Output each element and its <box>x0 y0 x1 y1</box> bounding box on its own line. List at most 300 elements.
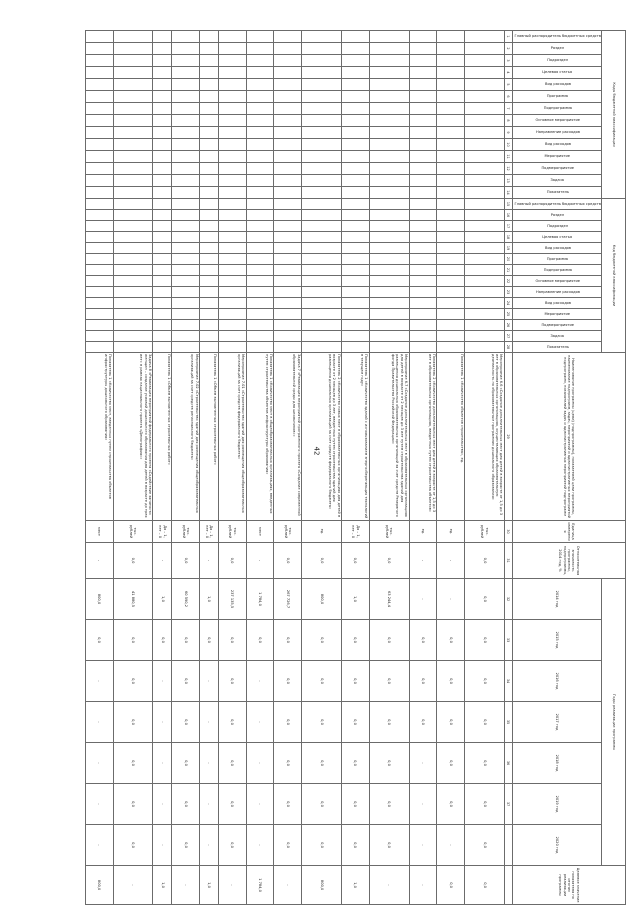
year-value-cell: 0,0 <box>437 620 465 661</box>
code-cell <box>437 265 465 276</box>
code-cell <box>246 210 274 221</box>
code-cell <box>200 79 219 91</box>
code-cell <box>465 31 505 43</box>
code-cell <box>274 210 302 221</box>
code-column-header <box>512 287 602 298</box>
code-cell <box>172 103 200 115</box>
code-cell <box>172 31 200 43</box>
code-cell <box>200 276 219 287</box>
code-cell <box>341 175 369 187</box>
year-value-cell: 0,0 <box>465 702 505 743</box>
code-column-label: Целевая статья <box>542 234 573 239</box>
code-cell <box>113 139 153 151</box>
code-cell <box>437 210 465 221</box>
table-row <box>218 31 246 905</box>
program-table-container <box>96 30 626 903</box>
code-cell <box>409 243 437 254</box>
code-cell <box>113 243 153 254</box>
column-number: 35 <box>504 702 512 743</box>
code-cell <box>274 331 302 342</box>
table-row <box>200 31 219 905</box>
code-cell <box>153 309 172 320</box>
code-cell <box>85 55 113 67</box>
code-column-label: Вид расходов <box>544 142 571 147</box>
year-value-cell: - <box>409 825 437 866</box>
weight-cell: - <box>437 543 465 579</box>
code-cell <box>341 79 369 91</box>
code-cell <box>437 320 465 331</box>
year-value-cell: - <box>85 784 113 825</box>
code-cell <box>200 287 219 298</box>
code-column-header <box>512 276 602 287</box>
weight-cell: 0,0 <box>113 543 153 579</box>
code-cell <box>218 287 246 298</box>
year-value-cell: 0,0 <box>218 743 246 784</box>
code-cell <box>218 309 246 320</box>
weight-cell: 0,0 <box>465 543 505 579</box>
code-cell <box>246 243 274 254</box>
code-cell <box>85 309 113 320</box>
code-cell <box>341 243 369 254</box>
year-column-header: 2015 год <box>512 620 602 661</box>
code-cell <box>218 320 246 331</box>
code-cell <box>113 298 153 309</box>
code-cell <box>172 342 200 353</box>
year-value-cell: 0,0 <box>465 579 505 620</box>
year-value-cell: 267 726,7 <box>274 579 302 620</box>
code-column-header <box>512 221 602 232</box>
code-cell <box>409 232 437 243</box>
code-column-header <box>512 232 602 243</box>
code-cell <box>341 139 369 151</box>
year-value-cell: 0,0 <box>341 702 369 743</box>
column-number: 20 <box>504 254 512 265</box>
final-value-cell: - <box>218 866 246 905</box>
code-cell <box>409 276 437 287</box>
code-cell <box>246 221 274 232</box>
code-cell <box>409 31 437 43</box>
code-column-header <box>512 67 602 79</box>
unit-cell: тыс. рублей <box>218 521 246 543</box>
code-column-header <box>512 243 602 254</box>
unit-cell: мест <box>246 521 274 543</box>
code-cell <box>218 139 246 151</box>
code-cell <box>218 67 246 79</box>
code-column-label: Подпрограмма <box>543 267 572 272</box>
code-cell <box>409 187 437 199</box>
code-cell <box>465 127 505 139</box>
code-cell <box>465 276 505 287</box>
code-cell <box>302 243 342 254</box>
code-cell <box>437 139 465 151</box>
code-cell <box>153 139 172 151</box>
final-value-cell: - <box>369 866 409 905</box>
column-number: 2 <box>504 43 512 55</box>
code-cell <box>85 320 113 331</box>
year-value-cell: - <box>246 825 274 866</box>
years-group-header: Годы реализации программы <box>602 579 626 866</box>
code-cell <box>274 243 302 254</box>
code-cell <box>369 175 409 187</box>
item-name-cell: Показатель 1 «Количество зданий с использованием энергосберегающих технологий в текущем году» <box>341 353 369 521</box>
code-column-header <box>512 175 602 187</box>
code-cell <box>409 298 437 309</box>
year-value-cell: 0,0 <box>218 825 246 866</box>
table-row <box>274 31 302 905</box>
code-cell <box>274 276 302 287</box>
code-cell <box>172 79 200 91</box>
code-column-label: Вид расходов <box>544 82 571 87</box>
code-cell <box>465 163 505 175</box>
code-column-label: Раздел <box>550 46 565 51</box>
code-cell <box>246 67 274 79</box>
column-number: 21 <box>504 265 512 276</box>
code-cell <box>113 309 153 320</box>
code-cell <box>369 127 409 139</box>
unit-cell: тыс. рублей <box>172 521 200 543</box>
code-cell <box>246 298 274 309</box>
code-cell <box>172 243 200 254</box>
year-value-cell: - <box>200 743 219 784</box>
code-cell <box>113 210 153 221</box>
code-cell <box>153 210 172 221</box>
code-cell <box>113 287 153 298</box>
code-cell <box>153 254 172 265</box>
code-cell <box>302 187 342 199</box>
year-value-cell: 0,0 <box>437 661 465 702</box>
year-value-cell: - <box>153 825 172 866</box>
code-cell <box>465 331 505 342</box>
code-cell <box>200 31 219 43</box>
code-cell <box>341 55 369 67</box>
code-cell <box>302 67 342 79</box>
final-value-cell: - <box>172 866 200 905</box>
code-cell <box>369 43 409 55</box>
item-name-cell: Показатель 1 «Количество мест, введенных путем строительства объектов инфраструктуры дошкольного образования» <box>85 353 113 521</box>
column-number: 31 <box>504 543 512 579</box>
code-cell <box>409 127 437 139</box>
code-cell <box>437 79 465 91</box>
code-cell <box>341 210 369 221</box>
code-cell <box>369 79 409 91</box>
code-cell <box>409 265 437 276</box>
code-cell <box>437 243 465 254</box>
code-cell <box>465 243 505 254</box>
year-value-cell: - <box>409 743 437 784</box>
code-cell <box>465 103 505 115</box>
code-cell <box>153 115 172 127</box>
code-cell <box>153 91 172 103</box>
column-number: 12 <box>504 163 512 175</box>
code-cell <box>465 298 505 309</box>
code-cell <box>153 31 172 43</box>
code-cell <box>341 221 369 232</box>
year-value-cell: - <box>200 825 219 866</box>
code-cell <box>274 254 302 265</box>
year-value-cell: 0,0 <box>153 620 172 661</box>
item-name-cell: Задача 7 «Реализация мероприятий программного проекта «Создание современной образовательной среды для школьников»» <box>274 353 302 521</box>
column-number: 24 <box>504 298 512 309</box>
year-value-cell: 0,0 <box>172 661 200 702</box>
unit-cell: мест <box>85 521 113 543</box>
year-column-header: 2014 год <box>512 579 602 620</box>
code-cell <box>85 199 113 210</box>
year-value-cell: 63 244,4 <box>369 579 409 620</box>
code-cell <box>85 91 113 103</box>
code-cell <box>369 221 409 232</box>
code-cell <box>200 342 219 353</box>
year-value-cell: 1 784,0 <box>246 579 274 620</box>
code-cell <box>153 276 172 287</box>
column-number: 8 <box>504 115 512 127</box>
year-value-cell: 0,0 <box>465 784 505 825</box>
code-cell <box>113 103 153 115</box>
code-cell <box>172 115 200 127</box>
code-cell <box>341 298 369 309</box>
code-cell <box>302 320 342 331</box>
column-number: 28 <box>504 342 512 353</box>
code-cell <box>465 55 505 67</box>
unit-cell: Да – 1, нет – 0 <box>200 521 219 543</box>
code-cell <box>85 175 113 187</box>
code-cell <box>274 115 302 127</box>
code-cell <box>437 103 465 115</box>
code-cell <box>369 139 409 151</box>
code-cell <box>246 151 274 163</box>
code-cell <box>465 254 505 265</box>
code-cell <box>218 31 246 43</box>
unit-cell: Да – 1, нет – 0 <box>341 521 369 543</box>
code-cell <box>85 115 113 127</box>
code-cell <box>369 115 409 127</box>
year-value-cell: 0,0 <box>302 743 342 784</box>
code-cell <box>218 232 246 243</box>
year-value-cell: 0,0 <box>172 702 200 743</box>
code-cell <box>341 199 369 210</box>
item-name-cell: Мероприятие 6.6 «Создание дополнительных мест для детей в возрасте от 1,5 до 3 лет в образовательных организациях, осуществляющих образовательную деятельность по образовательным программам дошкольного образования» <box>465 353 505 521</box>
code-cell <box>274 342 302 353</box>
code-cell <box>200 127 219 139</box>
code-cell <box>274 320 302 331</box>
code-cell <box>218 254 246 265</box>
year-value-cell: 0,0 <box>409 702 437 743</box>
code-cell <box>200 221 219 232</box>
year-value-cell: 0,0 <box>172 825 200 866</box>
code-cell <box>341 265 369 276</box>
code-column-label: Показатель <box>546 344 569 349</box>
item-name-cell: Показатель 1 «Количество мест в общеобразовательных организациях, введенных путем строительства объектов инфраструктуры образования» <box>246 353 274 521</box>
code-cell <box>341 115 369 127</box>
code-cell <box>153 221 172 232</box>
code-cell <box>369 187 409 199</box>
year-value-cell: 0,0 <box>341 620 369 661</box>
column-number: 18 <box>504 232 512 243</box>
code-cell <box>341 151 369 163</box>
code-cell <box>274 43 302 55</box>
rotated-page <box>96 30 626 903</box>
column-number: 25 <box>504 309 512 320</box>
code-column-header <box>512 342 602 353</box>
code-cell <box>153 243 172 254</box>
year-value-cell: - <box>409 579 437 620</box>
table-row <box>172 31 200 905</box>
year-value-cell: 0,0 <box>85 620 113 661</box>
code-column-header <box>512 254 602 265</box>
code-cell <box>153 199 172 210</box>
code-cell <box>437 31 465 43</box>
code-cell <box>437 298 465 309</box>
code-column-header <box>512 55 602 67</box>
year-value-cell: 0,0 <box>218 702 246 743</box>
code-cell <box>274 221 302 232</box>
year-value-cell: 0,0 <box>369 620 409 661</box>
code-cell <box>246 55 274 67</box>
code-cell <box>153 342 172 353</box>
table-row <box>409 31 437 905</box>
year-value-cell: - <box>246 784 274 825</box>
final-value-cell: 1,0 <box>153 866 172 905</box>
code-cell <box>85 221 113 232</box>
code-cell <box>302 298 342 309</box>
code-column-label: Вид расходов <box>544 300 571 305</box>
code-column-label: Подмероприятие <box>541 322 574 327</box>
code-cell <box>218 115 246 127</box>
year-value-cell: 0,0 <box>369 784 409 825</box>
item-name-cell: Задача 8 «Реализация мероприятий федерального проекта «Содействие занятости женщин – создание условий дошкольного образования для детей в возрасте до трех лет» в рамках национального проекта «Демография»» <box>113 353 153 521</box>
unit-cell: тыс. рублей <box>113 521 153 543</box>
code-cell <box>113 67 153 79</box>
year-value-cell: 0,0 <box>113 784 153 825</box>
item-name-cell: Показатель 2 «Количество новых мест в образовательных организациях для детей в возрасте от 2 месяцев до 3 лет, введенных путем строительства зданий для размещения дошкольных организаций за счет средств федерального бюджета» <box>302 353 342 521</box>
code-cell <box>341 232 369 243</box>
code-column-header <box>512 151 602 163</box>
code-cell <box>409 331 437 342</box>
code-column-label: Задача <box>550 333 565 338</box>
code-cell <box>409 320 437 331</box>
year-value-cell: - <box>246 661 274 702</box>
code-column-label: Направление расходов <box>535 130 580 135</box>
code-cell <box>369 320 409 331</box>
code-cell <box>437 309 465 320</box>
code-cell <box>172 199 200 210</box>
year-value-cell: 0,0 <box>465 743 505 784</box>
code-cell <box>113 43 153 55</box>
code-cell <box>341 276 369 287</box>
column-number: 36 <box>504 743 512 784</box>
code-cell <box>153 187 172 199</box>
code-cell <box>246 309 274 320</box>
code-cell <box>85 287 113 298</box>
year-value-cell: 0,0 <box>465 661 505 702</box>
year-value-cell: 0,0 <box>437 743 465 784</box>
code-cell <box>341 320 369 331</box>
code-cell <box>465 221 505 232</box>
code-column-header <box>512 139 602 151</box>
weight-cell: 0,0 <box>172 543 200 579</box>
code-cell <box>274 175 302 187</box>
column-number <box>504 825 512 866</box>
code-cell <box>246 175 274 187</box>
code-cell <box>218 276 246 287</box>
code-cell <box>85 276 113 287</box>
code-cell <box>437 232 465 243</box>
year-value-cell: 0,0 <box>274 784 302 825</box>
code-cell <box>172 254 200 265</box>
final-value-cell: - <box>113 866 153 905</box>
code-cell <box>409 139 437 151</box>
column-number: 4 <box>504 67 512 79</box>
unit-cell: тыс. рублей <box>274 521 302 543</box>
code-column-label: Направление расходов <box>535 289 580 294</box>
code-cell <box>218 265 246 276</box>
year-value-cell: 0,0 <box>302 702 342 743</box>
code-cell <box>153 43 172 55</box>
column-number: 29 <box>504 353 512 521</box>
code-cell <box>200 103 219 115</box>
code-cell <box>341 187 369 199</box>
code-cell <box>302 276 342 287</box>
year-value-cell: 0,0 <box>302 825 342 866</box>
column-number: 14 <box>504 187 512 199</box>
final-value-cell: - <box>274 866 302 905</box>
code-cell <box>218 298 246 309</box>
code-cell <box>302 115 342 127</box>
table-row <box>341 31 369 905</box>
year-value-cell: - <box>200 784 219 825</box>
code-cell <box>246 265 274 276</box>
code-cell <box>437 331 465 342</box>
code-cell <box>200 199 219 210</box>
column-number: 9 <box>504 127 512 139</box>
year-value-cell: 0,0 <box>437 702 465 743</box>
code-cell <box>369 31 409 43</box>
code-cell <box>369 331 409 342</box>
code-cell <box>341 67 369 79</box>
code-column-label: Подпрограмма <box>543 106 572 111</box>
column-number: 1 <box>504 31 512 43</box>
code-cell <box>200 163 219 175</box>
code-cell <box>409 91 437 103</box>
year-value-cell: 0,0 <box>341 825 369 866</box>
code-cell <box>200 243 219 254</box>
year-value-cell: - <box>437 825 465 866</box>
code-cell <box>113 55 153 67</box>
code-cell <box>274 55 302 67</box>
table-row <box>85 31 113 905</box>
table-row <box>437 31 465 905</box>
code-cell <box>246 232 274 243</box>
unit-cell: ед. <box>437 521 465 543</box>
year-value-cell: 0,0 <box>465 620 505 661</box>
year-column-header: 2016 год <box>512 661 602 702</box>
year-value-cell: 0,0 <box>172 784 200 825</box>
column-number: 13 <box>504 175 512 187</box>
code-cell <box>409 309 437 320</box>
code-column-label: Главный распорядитель бюджетных средств <box>514 201 601 206</box>
code-cell <box>302 79 342 91</box>
year-value-cell: 0,0 <box>218 620 246 661</box>
code-cell <box>85 210 113 221</box>
year-value-cell: - <box>153 743 172 784</box>
year-value-cell: 0,0 <box>172 620 200 661</box>
code-cell <box>172 139 200 151</box>
year-value-cell: 0,0 <box>341 661 369 702</box>
code-cell <box>218 91 246 103</box>
code-cell <box>246 342 274 353</box>
code-cell <box>437 287 465 298</box>
code-cell <box>369 151 409 163</box>
code-cell <box>341 254 369 265</box>
